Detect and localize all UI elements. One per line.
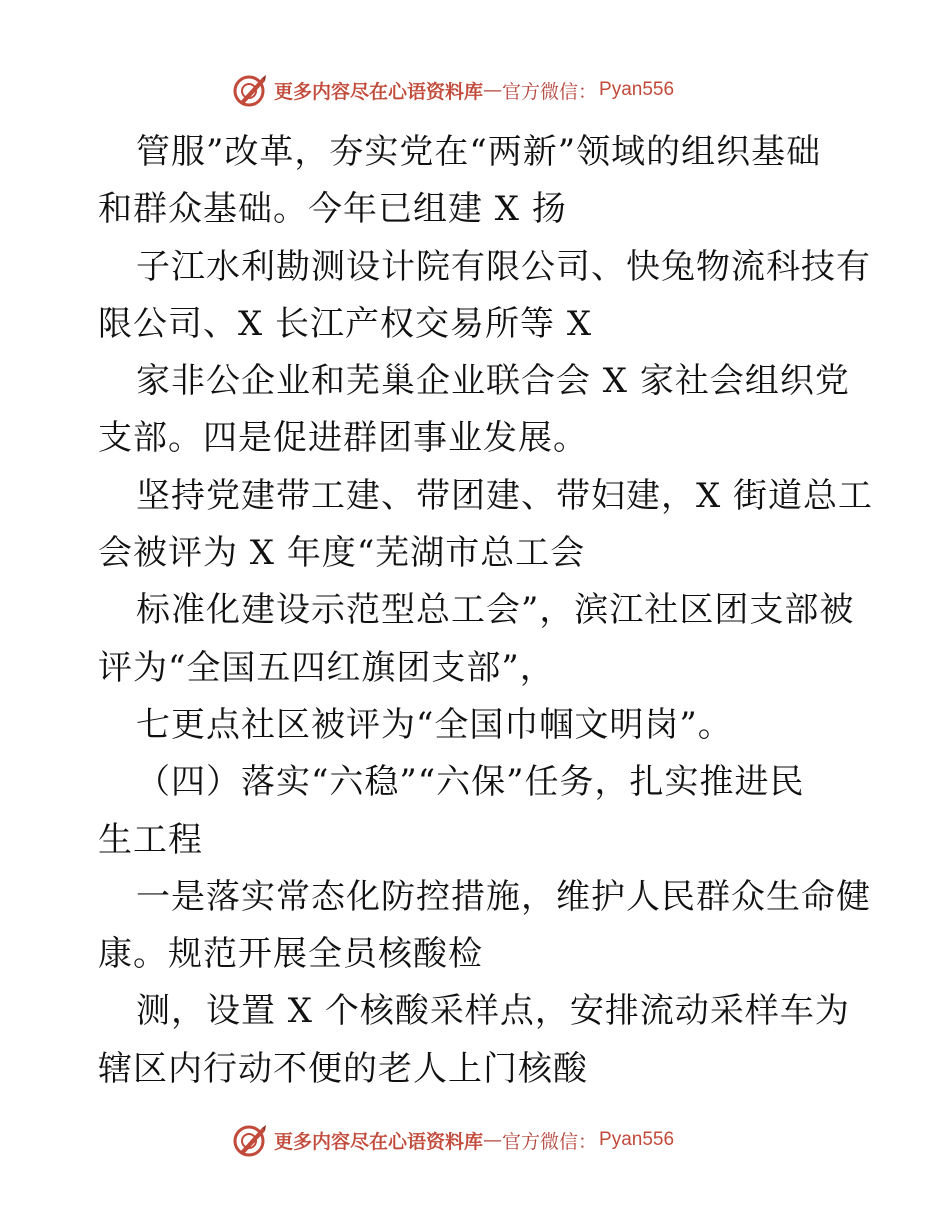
text-line: 家非公企业和芜巢企业联合会 X 家社会组织党 (136, 361, 850, 402)
text-line: 辖区内行动不便的老人上门核酸 (98, 1048, 588, 1089)
text-line: 管服”改革，夯实党在“两新”领域的组织基础 (136, 132, 822, 172)
watermark-label: 官方微信： (502, 80, 598, 103)
text-line: 限公司、X 长江产权交易所等 X (98, 303, 593, 344)
text-line: 坚持党建带工建、带团建、带妇建，X 街道总工 (136, 475, 874, 516)
pen-logo-icon (232, 1122, 268, 1158)
text-line: 标准化建设示范型总工会”，滨江社区团支部被 (136, 590, 855, 631)
watermark-main-text: 更多内容尽在心语资料库 (274, 80, 484, 103)
watermark-separator: — (483, 1129, 503, 1151)
text-line: 子江水利勘测设计院有限公司、快兔物流科技有 (136, 246, 871, 287)
text-line: 支部。四是促进群团事业发展。 (98, 418, 588, 459)
watermark-account: Pyan556 (599, 79, 675, 100)
text-line: 测，设置 X 个核酸采样点，安排流动采样车为 (136, 991, 850, 1032)
watermark-footer (0, 1120, 950, 1160)
pen-logo-icon (232, 72, 268, 108)
watermark-header (0, 70, 950, 110)
watermark-footer-content (232, 1120, 674, 1160)
text-line: 和群众基础。今年已组建 X 扬 (98, 189, 567, 230)
text-line: 七更点社区被评为“全国巾帼文明岗”。 (136, 704, 733, 745)
watermark-header-content (232, 70, 674, 110)
watermark-main-text: 更多内容尽在心语资料库 (274, 1130, 484, 1153)
document-body (98, 124, 878, 1098)
text-line: （四）落实“六稳”“六保”任务，扎实推进民 (136, 762, 805, 803)
watermark-separator: — (483, 79, 503, 101)
text-line: 会被评为 X 年度“芜湖市总工会 (98, 533, 586, 574)
watermark-label: 官方微信： (502, 1130, 598, 1153)
text-line: 生工程 (98, 819, 203, 860)
text-line: 一是落实常态化防控措施，维护人民群众生命健 (136, 876, 871, 917)
text-line: 康。规范开展全员核酸检 (98, 934, 483, 975)
watermark-account: Pyan556 (599, 1129, 675, 1150)
text-line: 评为“全国五四红旗团支部”， (98, 647, 555, 688)
